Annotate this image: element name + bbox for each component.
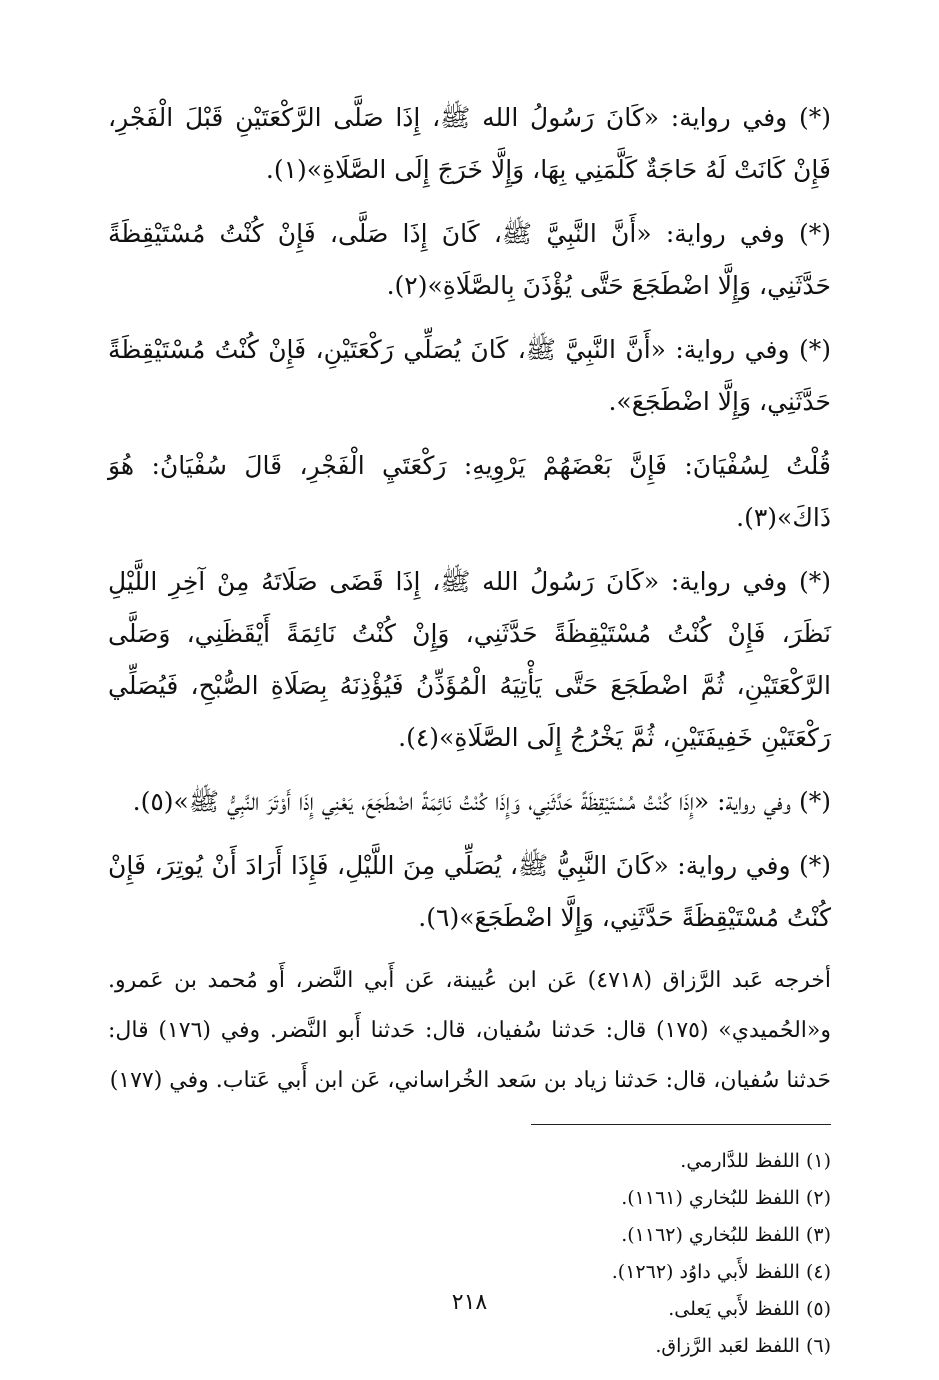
main-text <box>108 92 831 1106</box>
paragraph: (*) وفي رواية: «كَانَ النَّبِيُّ ﷺ، يُصَلِّي مِنَ اللَّيْلِ، فَإِذَا أَرَادَ أَنْ يُوتِرَ، فَإِنْ كُنْتُ مُسْتَيْقِظَةً حَدَّثَنِي، وَإِلَّا اضْطَجَعَ»(٦). <box>108 851 831 932</box>
paragraph: (*) وفي رواية: «كَانَ رَسُولُ الله ﷺ، إِذَا قَضَى صَلَاتَهُ مِنْ آخِرِ اللَّيْلِ نَظَرَ، فَإِنْ كُنْتُ مُسْتَيْقِظَةً حَدَّثَنِي، وَإِنْ كُنْتُ نَائِمَةً أَيْقَظَنِي، وَصَلَّى الرَّكْعَتَيْنِ، ثُمَّ اضْطَجَعَ حَتَّى يَأْتِيَهُ الْمُؤَذِّنُ فَيُؤْذِنَهُ بِصَلَاةِ الصُّبْحِ، فَيُصَلِّي رَكْعَتَيْنِ خَفِيفَتَيْنِ، ثُمَّ يَخْرُجُ إِلَى الصَّلَاةِ»(٤). <box>108 567 831 752</box>
page-number: ٢١٨ <box>451 1290 488 1315</box>
footnote: (١) اللفظ للدَّارمي. <box>680 1150 831 1172</box>
footnote: (٥) اللفظ لأَبي يَعلى. <box>668 1298 831 1320</box>
footnote-separator <box>531 1124 831 1125</box>
footnote: (٣) اللفظ للبُخاري (١١٦٢). <box>621 1224 831 1246</box>
paragraph: (*) وفي رواية: «أَنَّ النَّبِيَّ ﷺ، كَانَ يُصَلِّي رَكْعَتَيْنِ، فَإِنْ كُنْتُ مُسْتَيْقِظَةً حَدَّثَنِي، وَإِلَّا اضْطَجَعَ». <box>108 335 831 416</box>
footnote: (٤) اللفظ لأَبي داوُد (١٢٦٢). <box>611 1261 831 1283</box>
footnote: (٢) اللفظ للبُخاري (١١٦١). <box>621 1187 831 1209</box>
footnotes <box>108 1143 831 1365</box>
paragraph: (*) وفي رواية: «إِذَا كُنْتُ مُسْتَيْقِظَةً حَدَّثَنِي، وَإِذَا كُنْتُ نَائِمَةً اضْطَجَعَ، يَعْنِي إِذَا أَوْتَرَ النَّبِيُّ ﷺ»(٥). <box>132 787 831 816</box>
paragraph: (*) وفي رواية: «كَانَ رَسُولُ الله ﷺ، إِذَا صَلَّى الرَّكْعَتَيْنِ قَبْلَ الْفَجْرِ، فَإِنْ كَانَتْ لَهُ حَاجَةٌ كَلَّمَنِي بِهَا، وَإِلَّا خَرَجَ إِلَى الصَّلَاةِ»(١). <box>108 103 831 184</box>
paragraph: (*) وفي رواية: «أَنَّ النَّبِيَّ ﷺ، كَانَ إِذَا صَلَّى، فَإِنْ كُنْتُ مُسْتَيْقِظَةً حَدَّثَنِي، وَإِلَّا اضْطَجَعَ حَتَّى يُؤْذَنَ بِالصَّلَاةِ»(٢). <box>108 219 831 300</box>
paragraph: قُلْتُ لِسُفْيَانَ: فَإِنَّ بَعْضَهُمْ يَرْوِيهِ: رَكْعَتَيِ الْفَجْرِ، قَالَ سُفْيَانُ: هُوَ ذَاكَ»(٣). <box>108 451 831 532</box>
source-paragraph: أخرجه عَبد الرَّزاق (٤٧١٨) عَن ابن عُيينة، عَن أَبي النَّضر، أَو مُحمد بن عَمرو. و«الحُميدي» (١٧٥) قال: حَدثنا سُفيان، قال: حَدثنا أَبو النَّضر. وفي (١٧٦) قال: حَدثنا سُفيان، قال: حَدثنا زياد بن سَعد الخُراساني، عَن ابن أَبي عَتاب. وفي (١٧٧) <box>108 968 831 1093</box>
footnote: (٦) اللفظ لعَبد الرَّزاق. <box>655 1335 831 1357</box>
